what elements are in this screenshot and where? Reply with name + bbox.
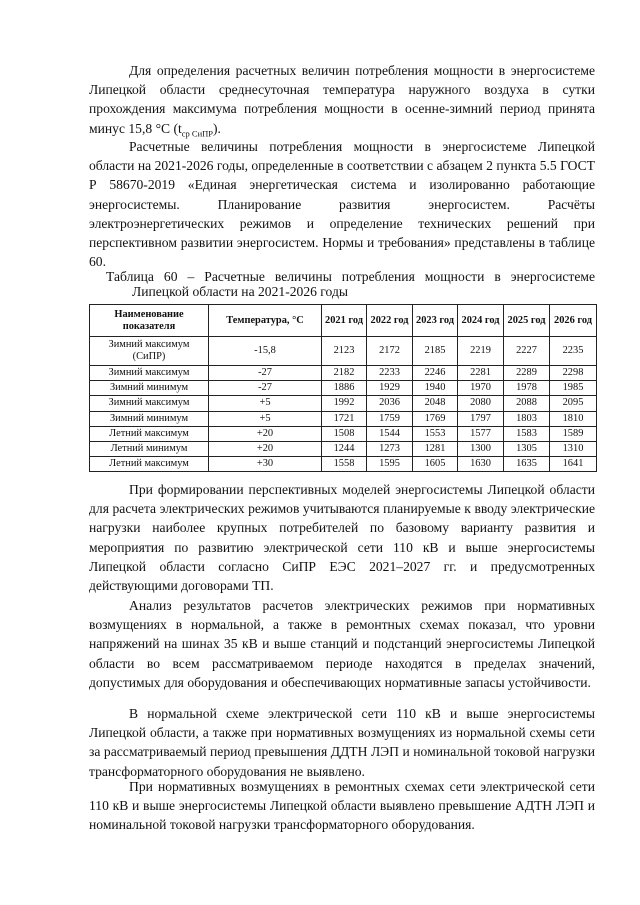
row-indicator-name: Зимний максимум <box>90 366 209 381</box>
header-year-2024: 2024 год <box>458 305 504 337</box>
row-value: 1553 <box>413 426 458 441</box>
paragraph-text: Для определения расчетных величин потребления мощности в энергосистеме Липецкой области среднесуточная температура наружного воздуха в сутки прохождения максимума потребления мощности в осенне-зимний период принята минус 15,8 °С (t <box>89 63 595 136</box>
row-value: 1940 <box>413 381 458 396</box>
row-indicator-name: Летний минимум <box>90 441 209 456</box>
row-value: 2298 <box>550 366 597 381</box>
row-indicator-name: Летний максимум <box>90 457 209 472</box>
row-value: 1721 <box>322 411 367 426</box>
row-value: 1281 <box>413 441 458 456</box>
row-value: 2088 <box>504 396 550 411</box>
table-row <box>90 457 597 472</box>
row-indicator-name: Зимний минимум <box>90 381 209 396</box>
paragraph-voltage-analysis: Анализ результатов расчетов электрических режимов при нормативных возмущениях в нормальной, а также в ремонтных схемах показал, что уровни напряжений на шинах 35 кВ и выше станций и подстанций энергосистемы Липецкой области во всем рассматриваемом периоде находятся в пределах значений, допустимых для оборудования и обеспечивающих нормативные запасы устойчивости. <box>89 598 595 690</box>
table-row <box>90 366 597 381</box>
header-year-2023: 2023 год <box>413 305 458 337</box>
row-value: 1310 <box>550 441 597 456</box>
row-value: 1577 <box>458 426 504 441</box>
row-value: 1508 <box>322 426 367 441</box>
row-value: 1641 <box>550 457 597 472</box>
table-row <box>90 426 597 441</box>
table-caption-line-2: Липецкой области на 2021-2026 годы <box>132 284 348 299</box>
table-header-row <box>90 305 597 337</box>
row-value: 2246 <box>413 366 458 381</box>
paragraph-repair-scheme: При нормативных возмущениях в ремонтных схемах сети электрической сети 110 кВ и выше энергосистемы Липецкой области выявлено превышение АДТН ЛЭП и номинальной токовой нагрузки трансформаторного оборудования. <box>89 779 595 833</box>
row-value: 1759 <box>367 411 413 426</box>
power-consumption-table <box>89 304 597 472</box>
row-value: 1244 <box>322 441 367 456</box>
row-value: 1589 <box>550 426 597 441</box>
row-value: 2289 <box>504 366 550 381</box>
header-temperature: Температура, °С <box>209 305 322 337</box>
header-year-2025: 2025 год <box>504 305 550 337</box>
row-value: 1630 <box>458 457 504 472</box>
header-year-2021: 2021 год <box>322 305 367 337</box>
row-value: 1886 <box>322 381 367 396</box>
paragraph-consumption: Расчетные величины потребления мощности в энергосистеме Липецкой области на 2021-2026 годы, определенные в соответствии с абзацем 2 пункта 5.5 ГОСТ Р 58670-2019 «Единая энергетическая система и изолированно работающие энергосистемы. Планирование развития энергосистем. Расчёты электроэнергетических режимов и определение технических решений при перспективном развитии энергосистем. Нормы и требования» представлены в таблице 60. <box>89 139 595 270</box>
row-value: 2281 <box>458 366 504 381</box>
row-indicator-name: Зимний максимум <box>90 396 209 411</box>
table-caption <box>89 269 595 299</box>
row-indicator-name: Зимний минимум <box>90 411 209 426</box>
header-year-2026: 2026 год <box>550 305 597 337</box>
row-value: 2123 <box>322 337 367 366</box>
row-temperature: +20 <box>209 441 322 456</box>
row-value: 1595 <box>367 457 413 472</box>
header-year-2022: 2022 год <box>367 305 413 337</box>
row-temperature: +5 <box>209 396 322 411</box>
row-value: 2219 <box>458 337 504 366</box>
paragraph-models: При формировании перспективных моделей энергосистемы Липецкой области для расчета электрических режимов учитываются планируемые к вводу электрические нагрузки наиболее крупных потребителей по базовому варианту развития и мероприятия по развитию электрической сети 110 кВ и выше энергосистемы Липецкой области согласно СиПР ЕЭС 2021–2027 гг. и предусмотренных действующими договорами ТП. <box>89 482 595 594</box>
row-value: 1970 <box>458 381 504 396</box>
table-body <box>90 337 597 472</box>
row-value: 1929 <box>367 381 413 396</box>
row-value: 1273 <box>367 441 413 456</box>
row-indicator-name: Летний максимум <box>90 426 209 441</box>
row-value: 1810 <box>550 411 597 426</box>
row-value: 1605 <box>413 457 458 472</box>
row-temperature: -27 <box>209 366 322 381</box>
row-value: 1992 <box>322 396 367 411</box>
row-value: 1635 <box>504 457 550 472</box>
row-value: 2233 <box>367 366 413 381</box>
row-value: 1300 <box>458 441 504 456</box>
row-value: 1797 <box>458 411 504 426</box>
row-indicator-name: Зимний максимум (СиПР) <box>90 337 209 366</box>
row-value: 1305 <box>504 441 550 456</box>
table-row <box>90 381 597 396</box>
table-row <box>90 411 597 426</box>
row-value: 2235 <box>550 337 597 366</box>
row-value: 1803 <box>504 411 550 426</box>
paragraph-normal-scheme: В нормальной схеме электрической сети 110 кВ и выше энергосистемы Липецкой области, а также при нормативных возмущениях из нормальной схемы сети за рассматриваемый период превышения ДДТН ЛЭП и номинальной токовой нагрузки трансформаторного оборудования не выявлено. <box>89 706 595 779</box>
row-value: 2095 <box>550 396 597 411</box>
row-value: 1544 <box>367 426 413 441</box>
row-value: 2048 <box>413 396 458 411</box>
row-temperature: +30 <box>209 457 322 472</box>
row-value: 1978 <box>504 381 550 396</box>
row-temperature: -15,8 <box>209 337 322 366</box>
row-value: 1558 <box>322 457 367 472</box>
row-temperature: +5 <box>209 411 322 426</box>
row-value: 2185 <box>413 337 458 366</box>
table-caption-line-1: Таблица 60 – Расчетные величины потребления мощности в энергосистеме <box>106 269 595 284</box>
row-value: 1769 <box>413 411 458 426</box>
row-value: 2080 <box>458 396 504 411</box>
table-row <box>90 441 597 456</box>
row-value: 2182 <box>322 366 367 381</box>
row-temperature: -27 <box>209 381 322 396</box>
header-indicator-name: Наименование показателя <box>90 305 209 337</box>
row-value: 2172 <box>367 337 413 366</box>
row-value: 2036 <box>367 396 413 411</box>
row-temperature: +20 <box>209 426 322 441</box>
row-value: 2227 <box>504 337 550 366</box>
table-row <box>90 396 597 411</box>
paragraph-temperature <box>89 61 595 138</box>
row-value: 1583 <box>504 426 550 441</box>
subscript-text: ср СиПР <box>181 128 214 139</box>
table-row <box>90 337 597 366</box>
row-value: 1985 <box>550 381 597 396</box>
paragraph-text: ). <box>213 120 221 136</box>
